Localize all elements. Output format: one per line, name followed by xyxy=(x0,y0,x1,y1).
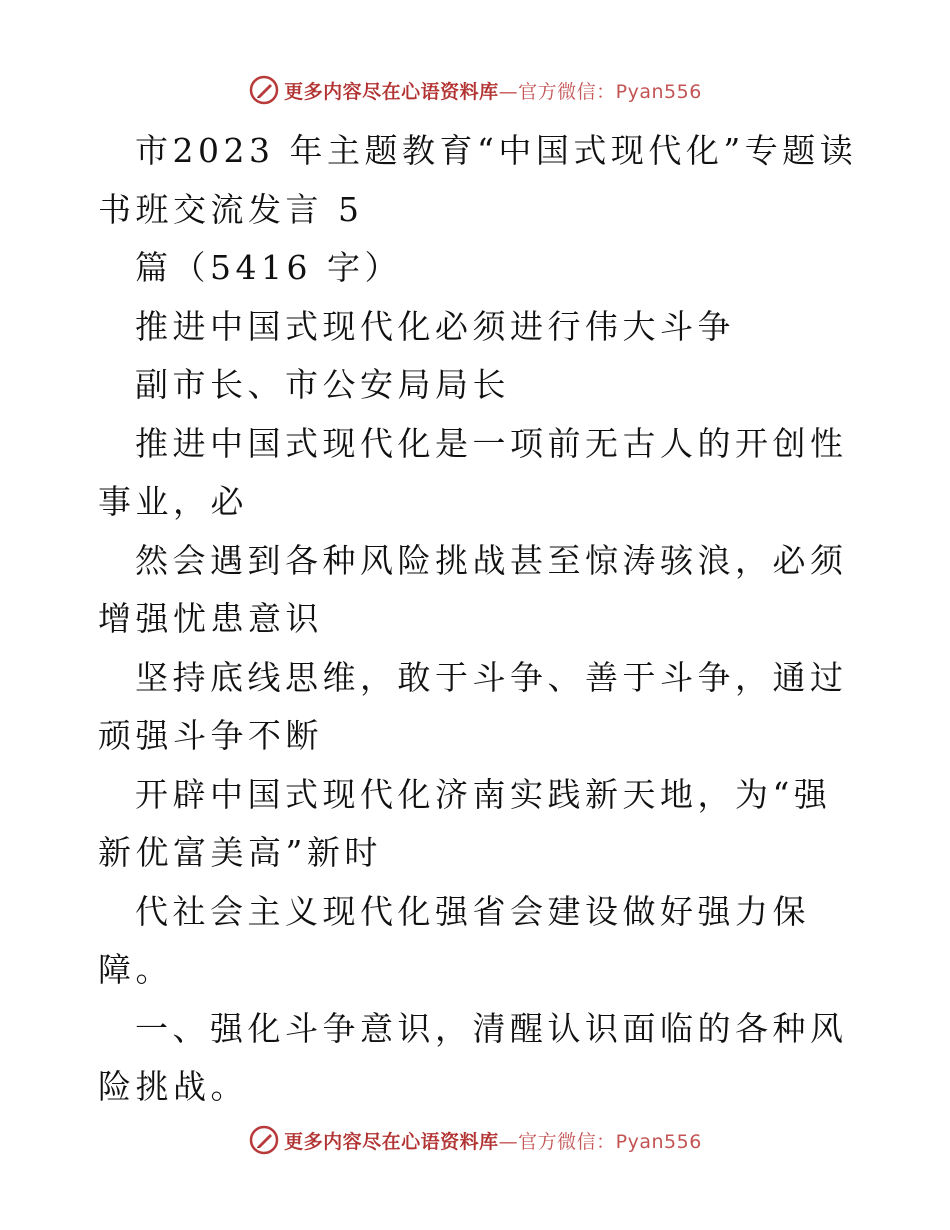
paragraph: 推进中国式现代化是一项前无古人的开创性事业，必 xyxy=(98,423,848,521)
header-watermark-title: 更多内容尽在心语资料库 xyxy=(284,80,499,103)
document-title-continued: 篇（5416 字） xyxy=(135,248,402,287)
paragraph: 坚持底线思维，敢于斗争、善于斗争，通过顽强斗争不断 xyxy=(98,657,848,755)
document-body xyxy=(98,122,858,1117)
paragraph: 开辟中国式现代化济南实践新天地，为“强新优富美高”新时 xyxy=(98,774,832,872)
paragraph: 代社会主义现代化强省会建设做好强力保障。 xyxy=(98,891,810,989)
section-heading: 一、强化斗争意识，清醒认识面临的各种风险挑战。 xyxy=(98,1008,848,1106)
paragraph: 然会遇到各种风险挑战甚至惊涛骇浪，必须增强忧患意识 xyxy=(98,540,848,638)
speech-title: 推进中国式现代化必须进行伟大斗争 xyxy=(135,306,735,346)
footer-watermark-suffix: —官方微信：Pyan556 xyxy=(498,1130,702,1153)
footer-watermark-text xyxy=(284,1127,702,1154)
header-watermark-text xyxy=(284,77,702,104)
header-watermark xyxy=(0,70,950,110)
logo-icon xyxy=(248,74,280,106)
speaker-position: 副市长、市公安局局长 xyxy=(135,365,510,404)
document-title: 市2023 年主题教育“中国式现代化”专题读书班交流发言 5 xyxy=(98,131,858,229)
header-watermark-suffix: —官方微信：Pyan556 xyxy=(498,80,702,103)
footer-watermark-title: 更多内容尽在心语资料库 xyxy=(284,1130,499,1153)
logo-icon xyxy=(248,1124,280,1156)
footer-watermark xyxy=(0,1120,950,1160)
